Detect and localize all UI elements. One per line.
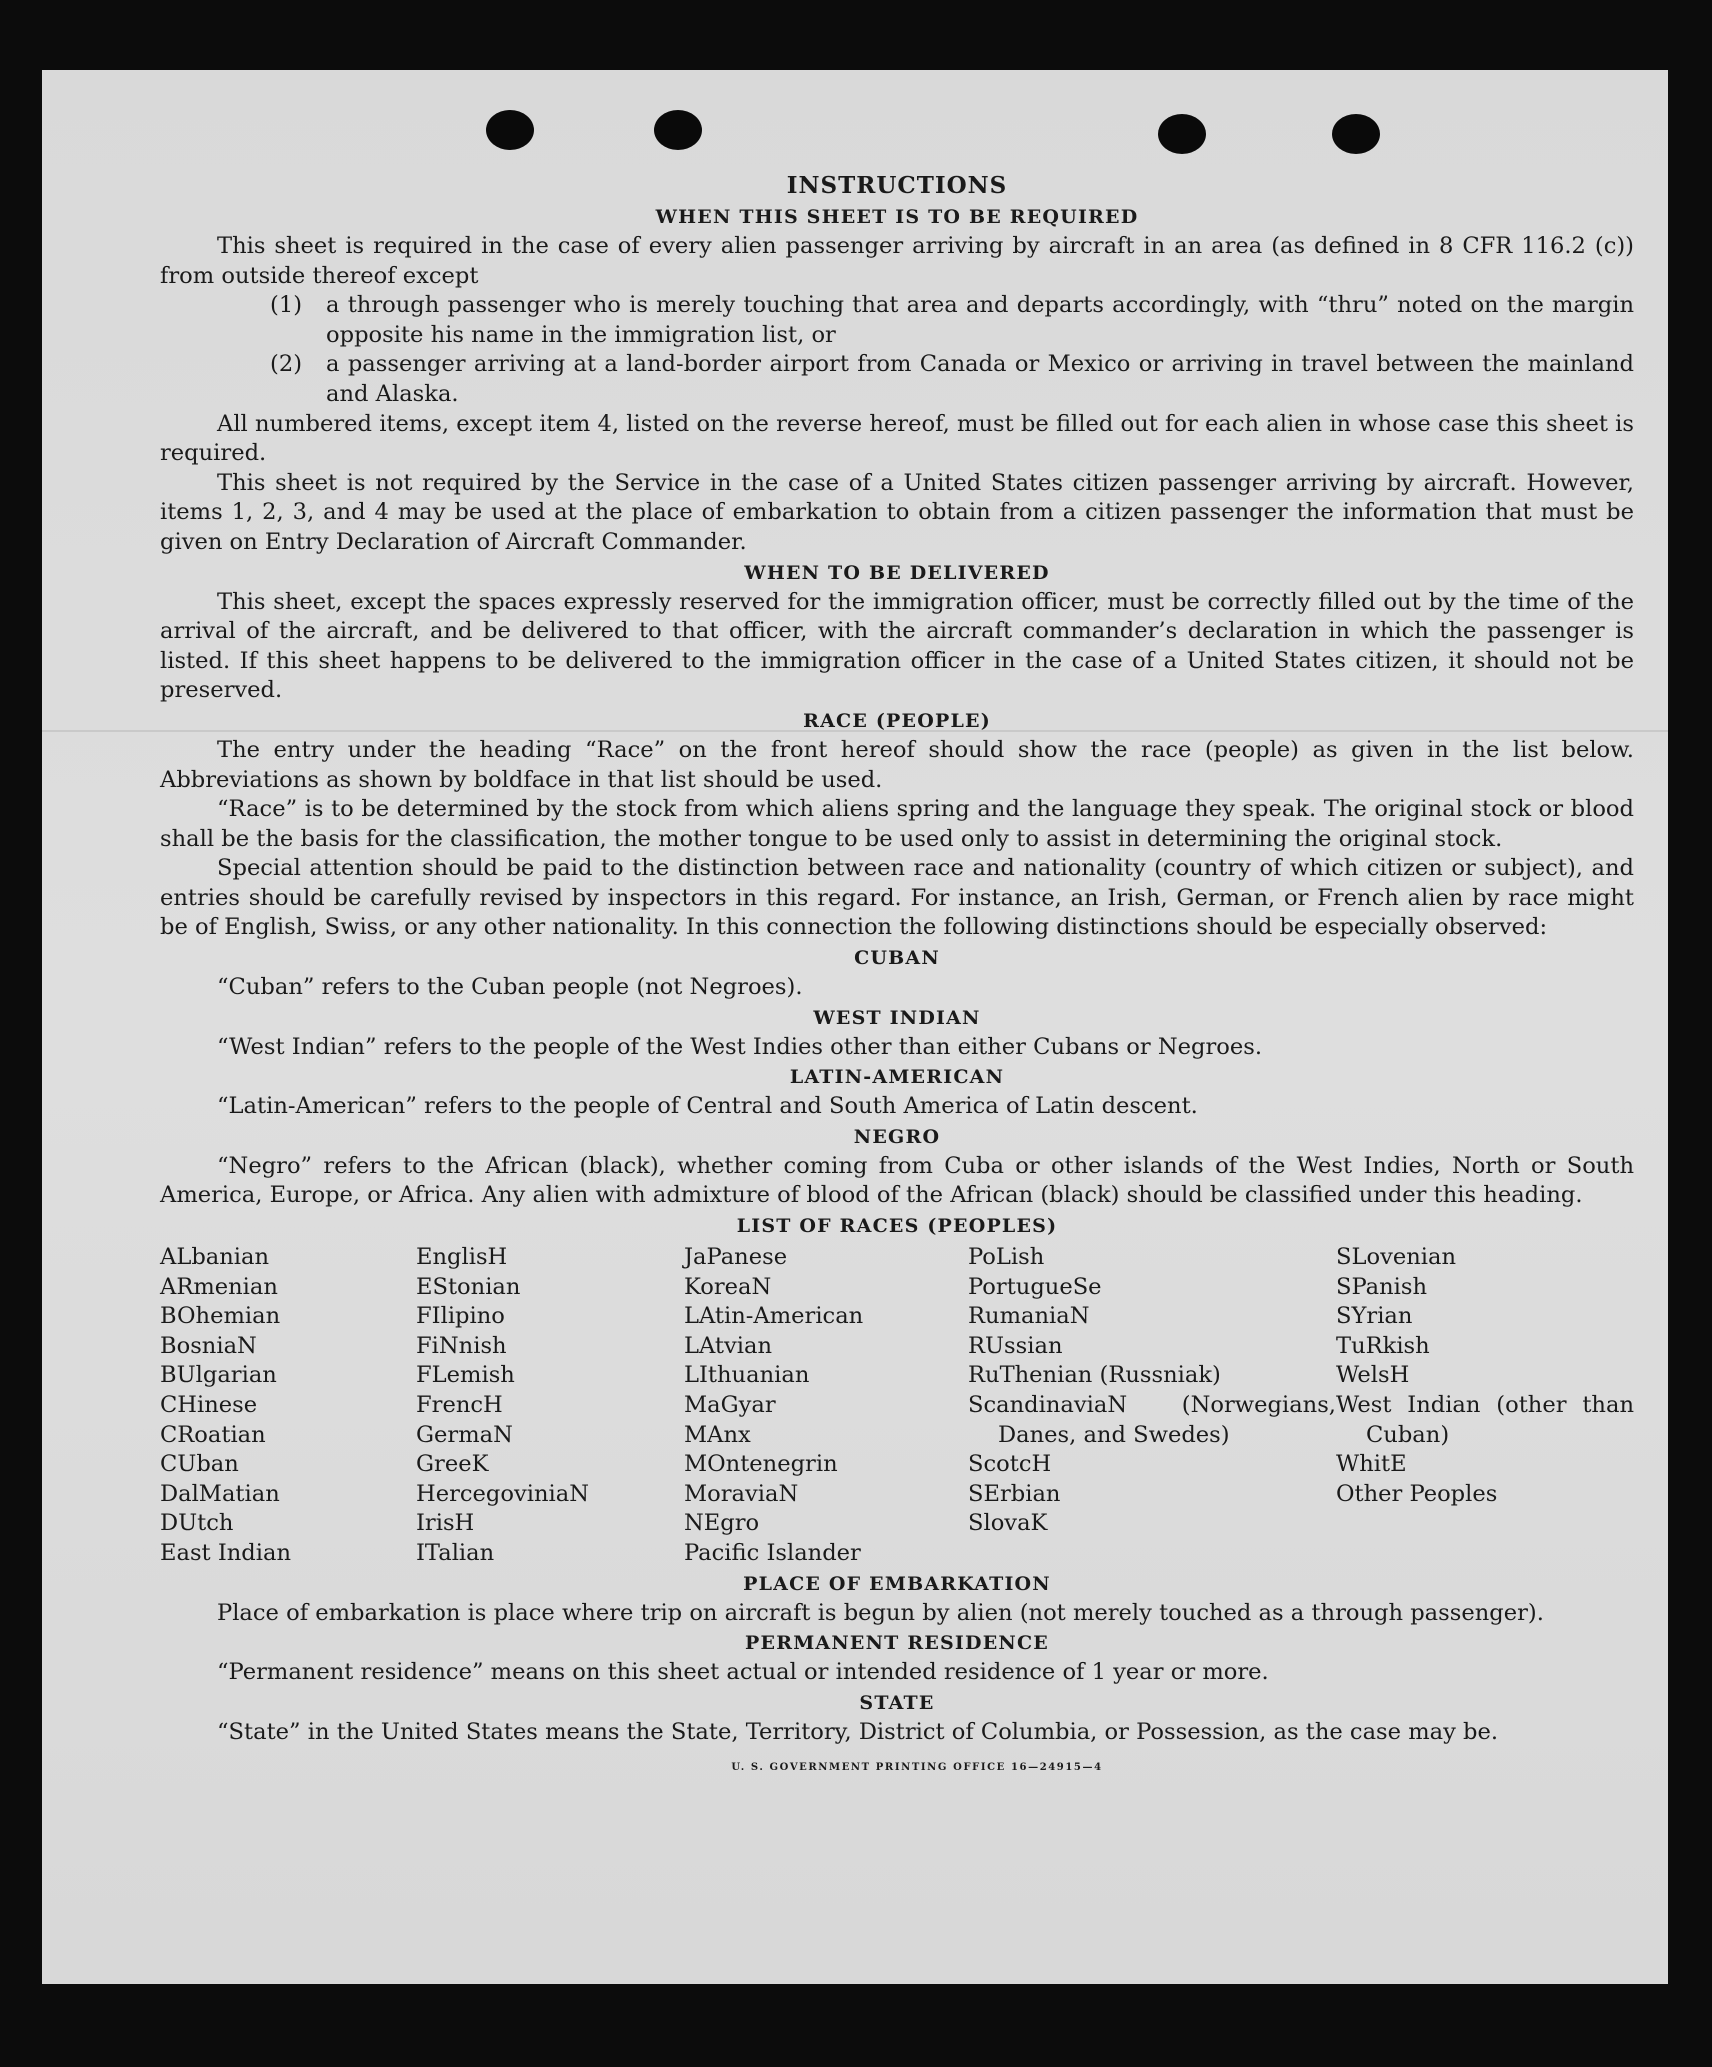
races-column bbox=[684, 1243, 968, 1569]
document-sheet bbox=[42, 70, 1668, 1984]
race-item: NEgro bbox=[684, 1510, 760, 1537]
section-heading: STATE bbox=[859, 1691, 935, 1714]
race-item: FrencH bbox=[416, 1392, 503, 1418]
race-item: CHinese bbox=[160, 1392, 258, 1418]
race-item: KoreaN bbox=[684, 1273, 772, 1300]
punch-hole bbox=[486, 110, 534, 150]
punch-hole bbox=[654, 110, 702, 150]
race-item: CRoatian bbox=[160, 1421, 266, 1448]
race-item: JaPanese bbox=[684, 1244, 788, 1271]
race-item: MOntenegrin bbox=[684, 1451, 838, 1478]
race-item: TuRkish bbox=[1336, 1332, 1430, 1359]
paragraph: All numbered items, except item 4, listed on the reverse hereof, must be filled out for each alien in whose case this sheet is required. bbox=[160, 410, 1634, 467]
section-heading: NEGRO bbox=[853, 1125, 941, 1148]
race-item: DalMatian bbox=[160, 1480, 280, 1507]
race-item: RUssian bbox=[968, 1332, 1063, 1359]
race-item: GreeK bbox=[416, 1451, 489, 1478]
race-item: EStonian bbox=[416, 1273, 521, 1300]
printing-office-footer: U. S. GOVERNMENT PRINTING OFFICE 16—24915—4 bbox=[731, 1762, 1103, 1774]
paragraph: “State” in the United States means the State, Territory, District of Columbia, or Possession, as the case may be. bbox=[217, 1718, 1499, 1745]
race-item: East Indian bbox=[160, 1539, 292, 1566]
race-item: MAnx bbox=[684, 1421, 751, 1448]
race-item: LAtin-American bbox=[684, 1303, 864, 1330]
race-item: EnglisH bbox=[416, 1244, 508, 1271]
page-title: INSTRUCTIONS bbox=[786, 172, 1008, 199]
race-item: BUlgarian bbox=[160, 1362, 277, 1389]
list-item: (1) a through passenger who is merely touching that area and departs accordingly, with “thru” noted on the margin opposite his name in the immigration list, or bbox=[270, 292, 1634, 348]
paragraph: “Permanent residence” means on this sheet actual or intended residence of 1 year or more. bbox=[217, 1659, 1269, 1686]
section-heading: PLACE OF EMBARKATION bbox=[743, 1572, 1051, 1595]
instructions-content bbox=[160, 170, 1634, 1783]
paragraph: This sheet is required in the case of every alien passenger arriving by aircraft in an area (as defined in 8 CFR 116.2 (c)) from outside thereof except bbox=[160, 233, 1634, 289]
race-item: WelsH bbox=[1336, 1362, 1410, 1389]
paragraph: Special attention should be paid to the distinction between race and nationality (country of which citizen or subject), and entries should be carefully revised by inspectors in this regard. For instance, an Irish, German, or French alien by race might be of English, Swiss, or any other nationality. In this connection the following distinctions should be especially observed: bbox=[160, 855, 1634, 941]
races-column bbox=[416, 1243, 684, 1569]
races-list bbox=[160, 1243, 1634, 1569]
races-heading: LIST OF RACES (PEOPLES) bbox=[736, 1215, 1058, 1238]
race-item: RumaniaN bbox=[968, 1303, 1090, 1330]
paragraph: The entry under the heading “Race” on the front hereof should show the race (people) as given in the list below. Abbreviations as shown by boldface in that list should be used. bbox=[160, 736, 1634, 793]
race-item: HercegoviniaN bbox=[416, 1480, 589, 1507]
race-item: GermaN bbox=[416, 1421, 513, 1448]
race-item: FLemish bbox=[416, 1362, 515, 1389]
race-item: CUban bbox=[160, 1451, 239, 1478]
race-item: SLovenian bbox=[1336, 1244, 1457, 1271]
race-item: ARmenian bbox=[160, 1273, 278, 1300]
race-item: ScotcH bbox=[968, 1451, 1052, 1478]
section-heading: LATIN-AMERICAN bbox=[789, 1066, 1005, 1089]
race-item: SPanish bbox=[1336, 1273, 1428, 1300]
races-column bbox=[160, 1243, 416, 1569]
section-heading: WEST INDIAN bbox=[813, 1006, 981, 1029]
race-item: LIthuanian bbox=[684, 1362, 810, 1389]
paragraph: “Negro” refers to the African (black), whether coming from Cuba or other islands of the West Indies, North or South America, Europe, or Africa. Any alien with admixture of blood of the African (black) should be classified under this heading. bbox=[160, 1152, 1634, 1209]
section-heading: WHEN TO BE DELIVERED bbox=[744, 561, 1050, 584]
race-item: LAtvian bbox=[684, 1332, 773, 1359]
races-column bbox=[1336, 1243, 1634, 1569]
race-item: BosniaN bbox=[160, 1332, 257, 1359]
race-item: ITalian bbox=[416, 1539, 495, 1566]
race-item: RuThenian (Russniak) bbox=[968, 1362, 1221, 1389]
section-heading: WHEN THIS SHEET IS TO BE REQUIRED bbox=[655, 206, 1139, 228]
race-item: WhitE bbox=[1336, 1451, 1407, 1478]
race-item: Other Peoples bbox=[1336, 1480, 1498, 1507]
race-item: West Indian (other than Cuban) bbox=[1336, 1392, 1634, 1448]
race-item: MaGyar bbox=[684, 1392, 776, 1418]
race-item: PoLish bbox=[968, 1244, 1045, 1271]
section-heading: PERMANENT RESIDENCE bbox=[745, 1632, 1049, 1655]
punch-hole bbox=[1332, 114, 1380, 154]
race-item: MoraviaN bbox=[684, 1480, 799, 1507]
section-heading: CUBAN bbox=[854, 947, 940, 970]
paragraph: “Race” is to be determined by the stock from which aliens spring and the language they speak. The original stock or blood shall be the basis for the classification, the mother tongue to be used only to assist in determining the original stock. bbox=[160, 796, 1634, 852]
paragraph: This sheet is not required by the Service in the case of a United States citizen passenger arriving by aircraft. However, items 1, 2, 3, and 4 may be used at the place of embarkation to obtain from a citizen passenger the information that must be given on Entry Declaration of Aircraft Commander. bbox=[160, 469, 1634, 555]
race-item: FIlipino bbox=[416, 1303, 505, 1330]
races-column bbox=[968, 1243, 1336, 1569]
section-heading: RACE (PEOPLE) bbox=[803, 709, 991, 732]
race-item: IrisH bbox=[416, 1510, 475, 1537]
race-item: DUtch bbox=[160, 1510, 234, 1537]
paragraph: “West Indian” refers to the people of the West Indies other than either Cubans or Negroes. bbox=[217, 1033, 1263, 1060]
race-item: ScandinaviaN (Norwegians, Danes, and Swedes) bbox=[968, 1392, 1336, 1448]
paragraph: This sheet, except the spaces expressly reserved for the immigration officer, must be correctly filled out by the time of the arrival of the aircraft, and be delivered to that officer, with the aircraft commander’s declaration in which the passenger is listed. If this sheet happens to be delivered to the immigration officer in the case of a United States citizen, it should not be preserved. bbox=[160, 588, 1634, 704]
exception-list bbox=[160, 291, 1634, 409]
race-item: BOhemian bbox=[160, 1303, 281, 1330]
paragraph: “Cuban” refers to the Cuban people (not Negroes). bbox=[217, 974, 803, 1001]
race-item: SYrian bbox=[1336, 1303, 1413, 1330]
punch-hole bbox=[1158, 114, 1206, 154]
race-item: PortugueSe bbox=[968, 1273, 1102, 1300]
race-item: SlovaK bbox=[968, 1510, 1048, 1537]
list-item: (2) a passenger arriving at a land-border airport from Canada or Mexico or arriving in travel between the mainland and Alaska. bbox=[270, 351, 1634, 407]
paragraph: Place of embarkation is place where trip on aircraft is begun by alien (not merely touched as a through passenger). bbox=[217, 1599, 1544, 1626]
race-item: FiNnish bbox=[416, 1332, 507, 1359]
race-item: SErbian bbox=[968, 1480, 1061, 1507]
paragraph: “Latin-American” refers to the people of Central and South America of Latin descent. bbox=[217, 1093, 1198, 1120]
race-item: Pacific Islander bbox=[684, 1539, 861, 1566]
race-item: ALbanian bbox=[160, 1244, 270, 1271]
